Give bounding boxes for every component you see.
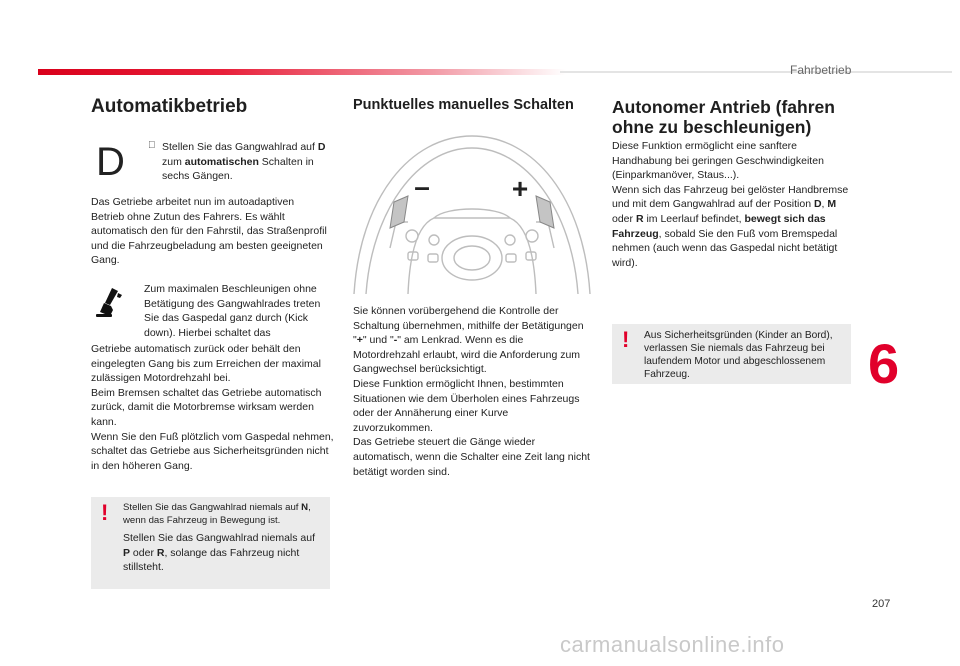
kickdown-paragraph: Zum maximalen Beschleunigen ohne Betätigung des Gangwahlrades treten Sie das Gaspedal ganz durch (Kick down). Hierbei schaltet das bbox=[144, 283, 321, 339]
instruction-step: Stellen Sie das Gangwahlrad auf D zum automatischen Schalten in sechs Gängen. bbox=[162, 141, 326, 183]
gear-d-symbol: D bbox=[96, 140, 125, 184]
page-number: 207 bbox=[872, 598, 891, 610]
autonomous-paragraphs: Diese Funktion ermöglicht eine sanftere Handhabung bei geringen Geschwindigkeiten (Einparkmanöver, Staus...). Wenn sich das Fahrzeug bei gelöster Handbremse und mit dem Gangwahlrad auf der Position D, M oder R im Leerlauf befindet, bewegt sich das Fahrzeug, sobald Sie den Fuß vom Bremspedal nehmen (auch wenn das Gaspedal nicht betätigt wird). bbox=[612, 140, 849, 269]
gearbox-paragraphs: Getriebe automatisch zurück oder behält den eingelegten Gang bis zum Erreichen der maximal zulässigen Motordrehzahl bei. Beim Bremsen schaltet das Getriebe automatisch zurück, damit die Motorbremse wirksam werden kann. Wenn Sie den Fuß plötzlich vom Gaspedal nehmen, schaltet das Getriebe aus Sicherheitsgründen nicht in den höheren Gang. bbox=[91, 343, 334, 472]
warning-text-park: Stellen Sie das Gangwahlrad niemals auf P oder R, solange das Fahrzeug nicht stillsteht. bbox=[123, 532, 316, 574]
header-accent-bar bbox=[38, 69, 566, 75]
bullet-icon bbox=[148, 140, 156, 151]
warning-icon: ! bbox=[101, 500, 109, 525]
footer-watermark: carmanualsonline.info bbox=[560, 632, 785, 657]
warning-text-neutral: Stellen Sie das Gangwahlrad niemals auf N, wenn das Fahrzeug in Bewegung ist. bbox=[123, 502, 311, 527]
warning-text-children: Aus Sicherheitsgründen (Kinder an Bord), verlassen Sie niemals das Fahrzeug bei laufendem Motor und abgeschlossenem Fahrzeug. bbox=[644, 330, 833, 380]
chapter-title: Fahrbetrieb bbox=[790, 63, 852, 77]
section-title-manual: Punktuelles manuelles Schalten bbox=[353, 97, 574, 113]
section-title-autonomous: Autonomer Antrieb (fahren ohne zu beschleunigen) bbox=[612, 97, 835, 137]
paddle-plus-label: + bbox=[511, 173, 529, 204]
warning-icon: ! bbox=[622, 327, 630, 352]
manual-shift-paragraphs: Sie können vorübergehend die Kontrolle der Schaltung übernehmen, mithilfe der Betätigungen "+" und "-" am Lenkrad. Wenn es die Motordrehzahl erlaubt, wird die Anforderung zum Gangwechsel berücksichtigt. Diese Funktion ermöglicht Ihnen, bestimmten Situationen wie dem Überholen eines Fahrzeugs oder der Annäherung einer Kurve zuvorzukommen. Das Getriebe steuert die Gänge wieder automatisch, wenn die Schalter eine Zeit lang nicht betätigt worden sind. bbox=[353, 305, 590, 478]
steering-wheel-illustration bbox=[350, 128, 594, 294]
paddle-minus-label: – bbox=[414, 171, 430, 202]
header-divider bbox=[560, 71, 952, 73]
foot-pedal-icon bbox=[94, 285, 128, 319]
chapter-number: 6 bbox=[868, 332, 900, 395]
auto-mode-paragraph: Das Getriebe arbeitet nun im autoadaptiven Betrieb ohne Zutun des Fahrers. Es wählt automatisch den für den Fahrstil, das Straßenprofil und die Fahrzeugbeladung am besten geeigneten Gang. bbox=[91, 196, 327, 267]
section-title-automatik: Automatikbetrieb bbox=[91, 96, 248, 117]
